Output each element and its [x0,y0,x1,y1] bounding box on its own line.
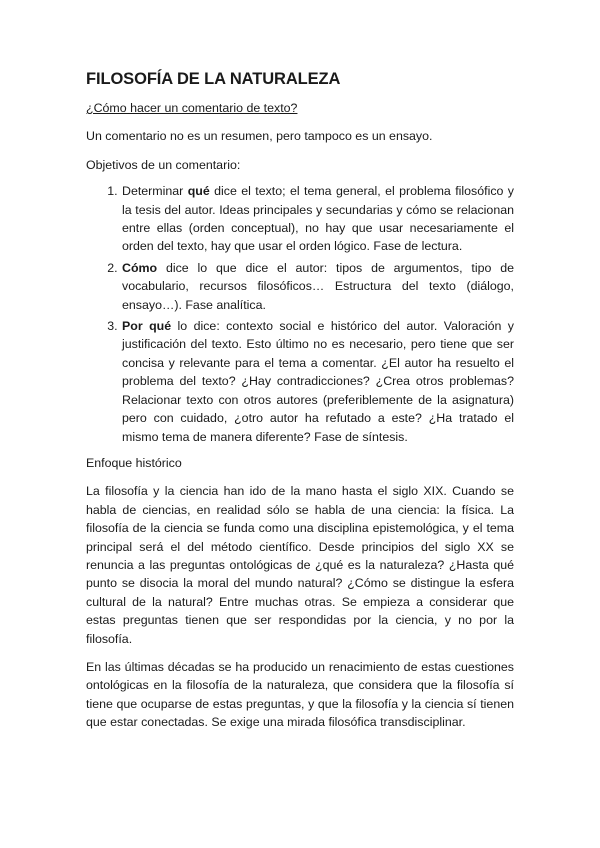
objective-item [121,259,514,314]
body-paragraph: La filosofía y la ciencia han ido de la mano hasta el siglo XIX. Cuando se habla de ciencias, en realidad sólo se habla de una ciencia: la física. La filosofía de la ciencia se funda como una disciplina epistemológica, y el tema principal será el del método científico. Desde principios del siglo XX se renuncia a las preguntas ontológicas de ¿qué es la naturaleza? ¿Hasta qué punto se disocia la moral del mundo natural? ¿Cómo se distingue la esfera cultural de la natural? Entre muchas otras. Se empieza a considerar que estas preguntas tienen que ser respondidas por la ciencia, y no por la filosofía. [86,484,514,646]
objectives-list [86,182,514,446]
objective-text: dice lo que dice el autor: tipos de argumentos, tipo de vocabulario, recursos filosóficos… Estructura del texto (diálogo, ensayo…). Fase analítica. [122,260,514,312]
document-title: FILOSOFÍA DE LA NATURALEZA [86,70,341,88]
objective-pre: Determinar [122,184,188,199]
objectives-label: Objetivos de un comentario: [86,157,241,172]
objective-keyword: Cómo [122,260,158,275]
document-page [86,68,514,742]
objective-text: lo dice: contexto social e histórico del autor. Valoración y justificación del texto. Esto último no es necesario, pero tiene que ser concisa y relevante para el tema a comentar. ¿El autor ha resuelto el problema del texto? ¿Hay contradicciones? ¿Crea otros problemas? Relacionar texto con otros autores (preferiblemente de la asignatura) pero con cuidado, ¿otro autor ha refutado a este? ¿Ha tratado el mismo tema de manera diferente? Fase de síntesis. [122,319,514,444]
objective-item [121,317,514,446]
objective-keyword: qué [187,184,210,199]
document-subtitle: ¿Cómo hacer un comentario de texto? [86,101,298,115]
body-paragraph: En las últimas décadas se ha producido un renacimiento de estas cuestiones ontológicas en la filosofía de la naturaleza, que considera que la filosofía sí tiene que ocuparse de estas preguntas, y que la filosofía y la ciencia sí tienen que estar conectadas. Se exige una mirada filosófica transdisciplinar. [86,659,514,730]
objective-keyword: Por qué [122,319,172,334]
objective-text: dice el texto; el tema general, el problema filosófico y la tesis del autor. Ideas principales y secundarias y cómo se relacionan entre ellas (orden conceptual), no hay que usar necesariamente el orden del texto, hay que usar el orden lógico. Fase de lectura. [122,184,514,254]
section-heading: Enfoque histórico [86,455,182,470]
intro-paragraph: Un comentario no es un resumen, pero tampoco es un ensayo. [86,129,433,144]
objective-item [121,182,514,256]
